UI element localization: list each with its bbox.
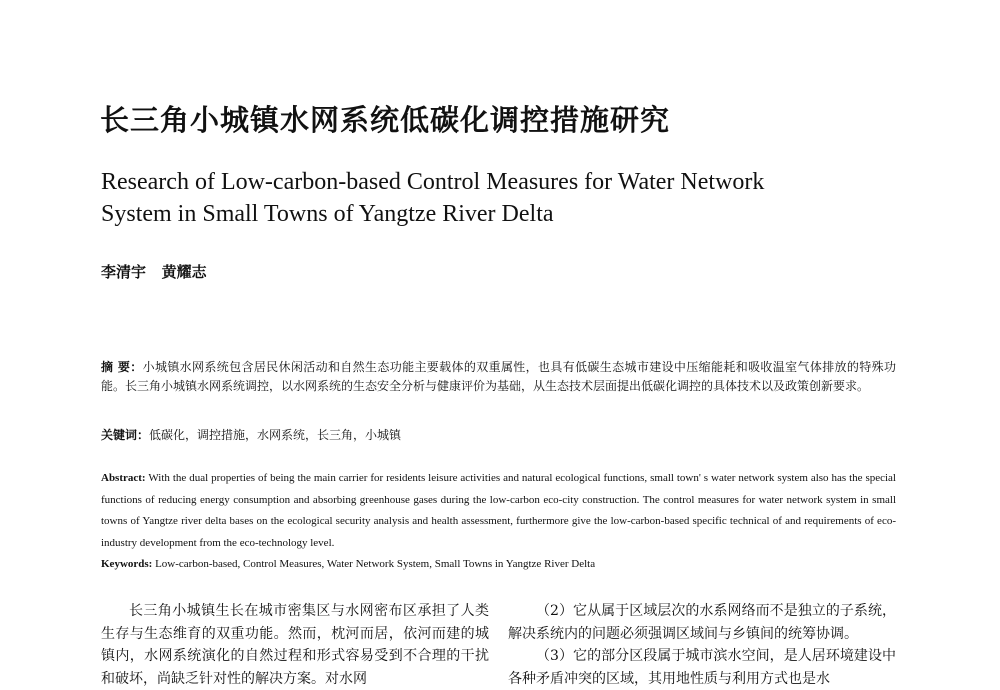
abstract-english (101, 468, 896, 554)
keywords-en-text: Low-carbon-based, Control Measures, Water Network System, Small Towns in Yangtze River Delta (152, 558, 596, 570)
title-en-line-1: Research of Low-carbon-based Control Measures for Water Network (101, 169, 765, 195)
paper-title-english (101, 166, 821, 230)
authors: 李清宇 黄耀志 (101, 263, 207, 281)
abstract-cn-label: 摘 要： (101, 360, 143, 374)
abstract-en-label: Abstract: (101, 472, 146, 484)
abstract-en-text: With the dual properties of being the main carrier for residents leisure activities and natural ecological functions, small town' s water network system also has the special functions of reducing energy consumption and absorbing greenhouse gases during the low-carbon eco-city construction. The control measures for water network system in small towns of Yangtze river delta bases on the ecological security analysis and health assessment, furthermore give the low-carbon-based specific technical of and requirements of eco-industry development from the eco-technology level. (101, 472, 896, 549)
body-right-paragraph-2: （3）它的部分区段属于城市滨水空间，是人居环境建设中各种矛盾冲突的区域，其用地性质与利用方式也是水 (508, 648, 896, 687)
body-left-paragraph: 长三角小城镇生长在城市密集区与水网密布区承担了人类生存与生态维育的双重功能。然而，枕河而居，依河而建的城镇内，水网系统演化的自然过程和形式容易受到不合理的干扰和破坏，尚缺乏针对性的解决方案。对水网 (101, 603, 489, 687)
keywords-cn-label: 关键词： (101, 428, 150, 442)
body-column-right (508, 600, 896, 690)
abstract-cn-text: 小城镇水网系统包含居民休闲活动和自然生态功能主要载体的双重属性，也具有低碳生态城市建设中压缩能耗和吸收温室气体排放的特殊功能。长三角小城镇水网系统调控，以水网系统的生态安全分析与健康评价为基础，从生态技术层面提出低碳化调控的具体技术以及政策创新要求。 (101, 360, 896, 393)
body-right-paragraph-1: （2）它从属于区域层次的水系网络而不是独立的子系统，解决系统内的问题必须强调区域间与乡镇间的统筹协调。 (508, 603, 896, 642)
title-en-line-2: System in Small Towns of Yangtze River Delta (101, 201, 554, 227)
keywords-chinese (101, 426, 896, 445)
keywords-cn-text: 低碳化，调控措施，水网系统，长三角，小城镇 (149, 428, 402, 442)
paper-title-chinese: 长三角小城镇水网系统低碳化调控措施研究 (100, 103, 671, 137)
abstract-chinese (101, 358, 896, 396)
body-column-left (101, 600, 489, 690)
keywords-en-label: Keywords: (101, 558, 153, 570)
keywords-english (101, 554, 896, 574)
